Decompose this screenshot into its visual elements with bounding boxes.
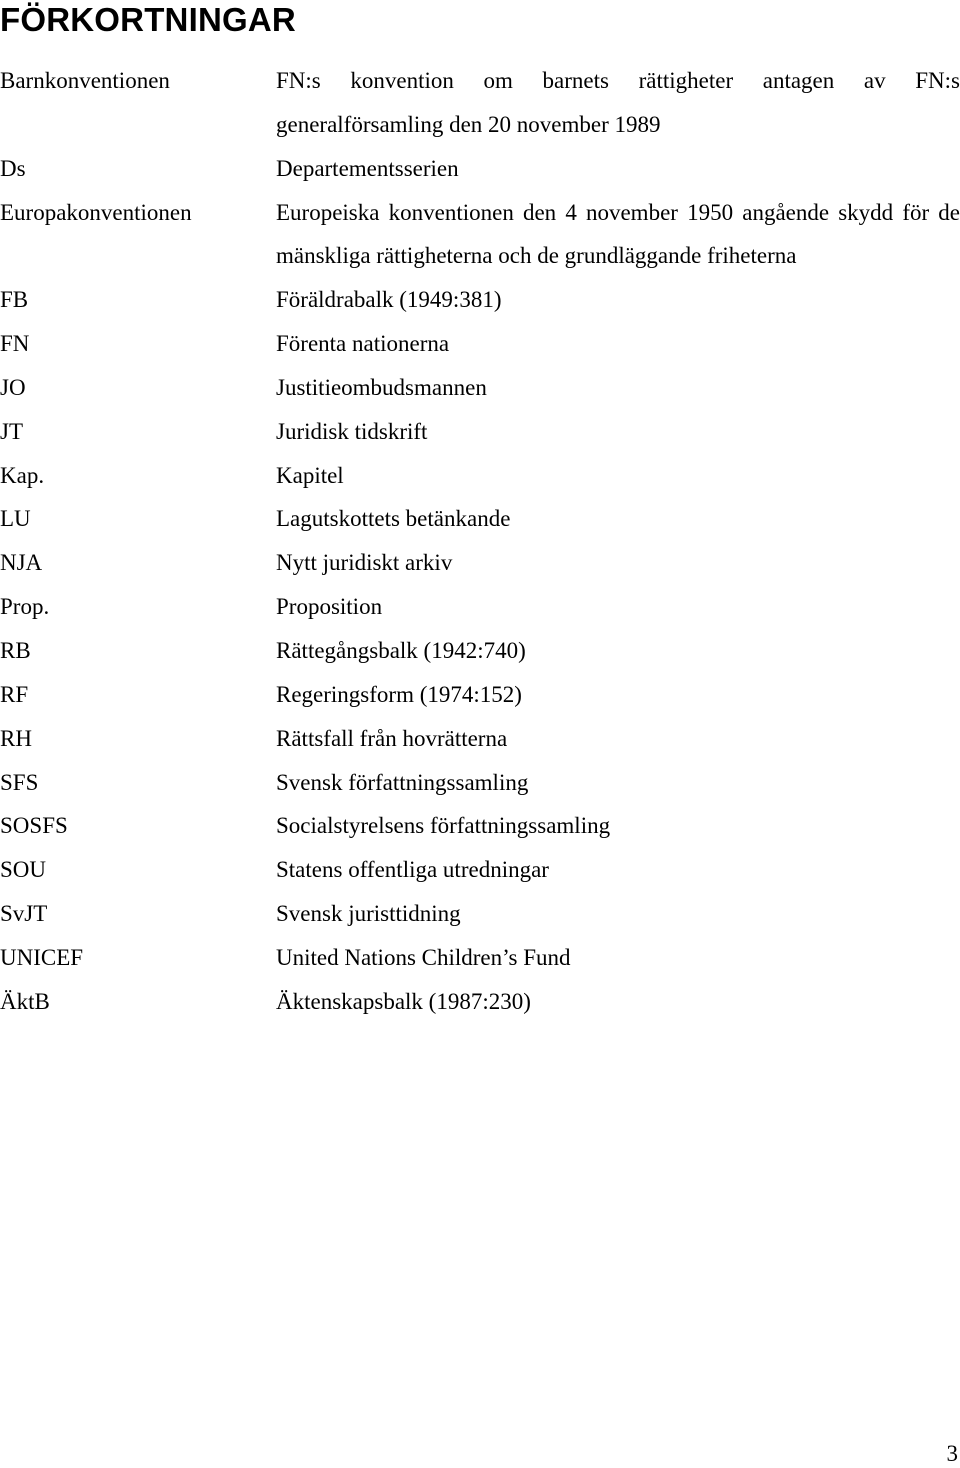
- abbreviation-term: Barnkonventionen: [0, 68, 170, 93]
- list-item: [0, 761, 960, 805]
- abbreviation-definition: Rättsfall från hovrätterna: [276, 725, 508, 751]
- abbreviation-definition: Rättegångsbalk (1942:740): [276, 637, 526, 663]
- abbreviation-definition: United Nations Children’s Fund: [276, 944, 571, 970]
- list-item: [0, 322, 960, 366]
- list-item: [0, 848, 960, 892]
- abbreviation-definition: Föräldrabalk (1949:381): [276, 287, 502, 313]
- abbreviation-term: Ds: [0, 155, 26, 181]
- abbreviation-definition: Svensk författningssamling: [276, 769, 529, 795]
- list-item: [0, 497, 960, 541]
- abbreviation-term: SFS: [0, 769, 39, 795]
- abbreviation-term: FN: [0, 331, 30, 357]
- list-item: [0, 629, 960, 673]
- abbreviation-definition: Statens offentliga utredningar: [276, 857, 549, 883]
- abbreviation-definition: Svensk juristtidning: [276, 901, 461, 927]
- list-item: [0, 980, 960, 1024]
- abbreviation-term: NJA: [0, 550, 43, 576]
- abbreviation-definition: Socialstyrelsens författningssamling: [276, 813, 611, 839]
- abbreviation-definition: Europeiska konventionen den 4 november 1950 angående skydd för de mänskliga rättigheterna och de grundläggande friheterna: [276, 199, 960, 269]
- list-item: [0, 278, 960, 322]
- abbreviation-term: RF: [0, 681, 29, 707]
- list-item: [0, 147, 960, 191]
- abbreviation-term: Kap.: [0, 462, 45, 488]
- abbreviation-definition: Kapitel: [276, 462, 344, 488]
- page-title: FÖRKORTNINGAR: [0, 1, 296, 38]
- page-number: 3: [946, 1441, 958, 1466]
- abbreviation-term: LU: [0, 506, 31, 532]
- abbreviation-list: [0, 59, 960, 1024]
- abbreviation-definition: Regeringsform (1974:152): [276, 681, 522, 707]
- abbreviation-term: RB: [0, 637, 31, 663]
- list-item: [0, 59, 960, 147]
- abbreviation-term: JO: [0, 374, 26, 400]
- list-item: [0, 936, 960, 980]
- abbreviation-term: Prop.: [0, 594, 50, 620]
- abbreviation-term: UNICEF: [0, 944, 84, 970]
- abbreviation-term: ÄktB: [0, 988, 50, 1014]
- list-item: [0, 585, 960, 629]
- list-item: [0, 191, 960, 279]
- list-item: [0, 366, 960, 410]
- list-item: [0, 892, 960, 936]
- abbreviation-term: SOSFS: [0, 813, 68, 839]
- abbreviation-definition: Juridisk tidskrift: [276, 418, 428, 444]
- list-item: [0, 410, 960, 454]
- abbreviation-definition: Departementsserien: [276, 155, 459, 181]
- list-item: [0, 454, 960, 498]
- abbreviation-definition: Nytt juridiskt arkiv: [276, 550, 453, 576]
- list-item: [0, 673, 960, 717]
- abbreviation-term: SvJT: [0, 901, 48, 927]
- abbreviation-term: JT: [0, 418, 23, 444]
- abbreviation-definition: FN:s konvention om barnets rättigheter antagen av FN:s generalförsamling den 20 november 1989: [276, 68, 960, 137]
- abbreviation-term: RH: [0, 725, 32, 751]
- abbreviation-term: Europakonventionen: [0, 199, 192, 225]
- abbreviation-definition: Proposition: [276, 594, 383, 620]
- abbreviation-definition: Justitieombudsmannen: [276, 374, 487, 400]
- abbreviation-definition: Lagutskottets betänkande: [276, 506, 511, 532]
- abbreviation-term: FB: [0, 287, 29, 313]
- abbreviation-definition: Förenta nationerna: [276, 331, 450, 357]
- list-item: [0, 717, 960, 761]
- list-item: [0, 804, 960, 848]
- abbreviation-term: SOU: [0, 857, 47, 883]
- list-item: [0, 541, 960, 585]
- abbreviation-definition: Äktenskapsbalk (1987:230): [276, 988, 531, 1014]
